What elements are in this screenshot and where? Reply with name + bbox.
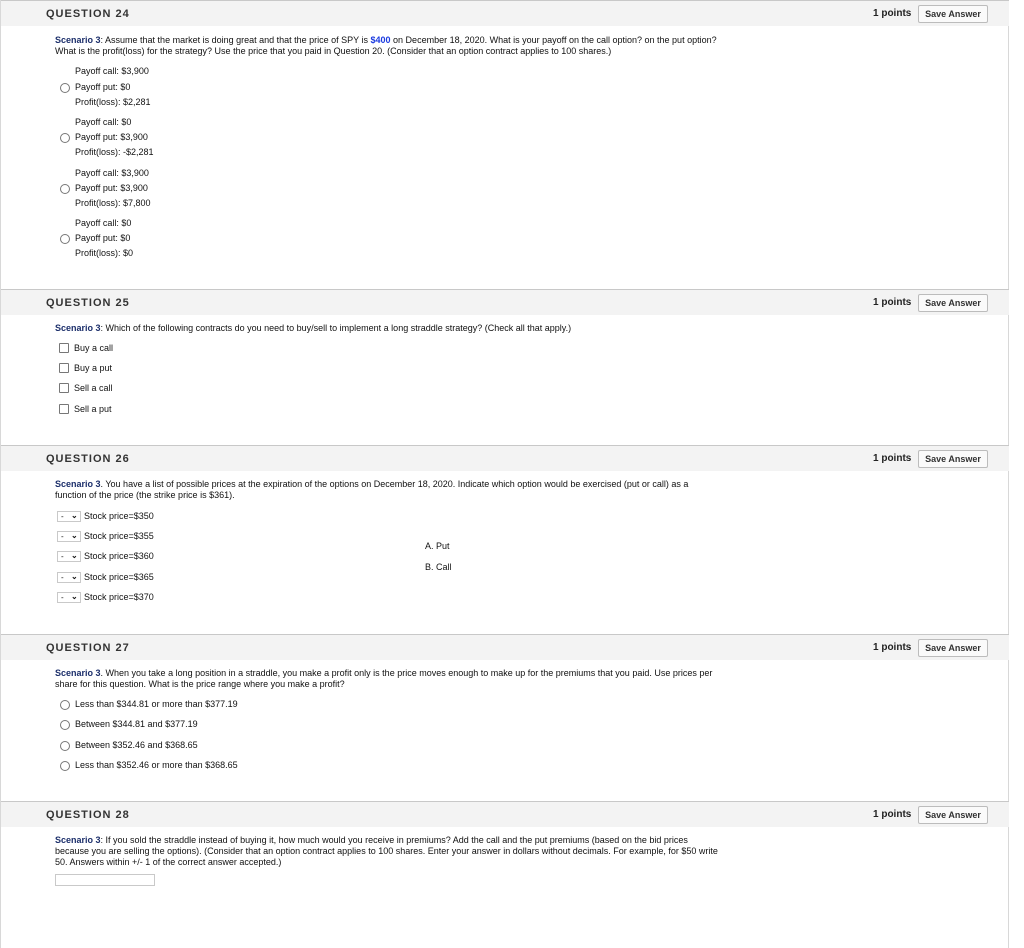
stock-price-label: Stock price=$360 — [84, 551, 154, 561]
checkbox-buy-put[interactable] — [59, 363, 69, 373]
save-answer-button[interactable]: Save Answer — [918, 450, 988, 468]
radio-button[interactable] — [60, 720, 70, 730]
question-24-header — [1, 0, 1009, 26]
match-select[interactable]: - ⌄ — [57, 511, 81, 522]
save-answer-button[interactable]: Save Answer — [918, 806, 988, 824]
radio-button[interactable] — [60, 133, 70, 143]
answer-option-call: B. Call — [425, 562, 452, 572]
radio-button[interactable] — [60, 700, 70, 710]
chevron-down-icon: ⌄ — [71, 572, 78, 581]
question-25-header — [1, 289, 1009, 315]
question-24-text: Scenario 3: Assume that the market is doing great and that the price of SPY is $400 on December 18, 2020. What is your payoff on the call option? on the put option? What is the profit(loss) for the strategy? Use the price that you paid in Question 20. (Consider that an option contract applies to 100 shares.) — [55, 35, 717, 56]
scenario-label: Scenario 3 — [55, 835, 101, 845]
question-26-text: Scenario 3. You have a list of possible prices at the expiration of the options on December 18, 2020. Indicate which option would be exercised (put or call) as a function of the price (the strike price is $361). — [55, 479, 689, 500]
radio-button[interactable] — [60, 184, 70, 194]
stock-price-label: Stock price=$370 — [84, 592, 154, 602]
option-label: Between $352.46 and $368.65 — [75, 740, 198, 750]
question-title: QUESTION 26 — [46, 453, 130, 465]
option-label: Buy a put — [74, 363, 113, 373]
save-answer-button[interactable]: Save Answer — [918, 639, 988, 657]
question-title: QUESTION 25 — [46, 297, 130, 309]
stock-price-label: Stock price=$350 — [84, 511, 154, 521]
chevron-down-icon: ⌄ — [71, 511, 78, 520]
question-title: QUESTION 27 — [46, 642, 130, 654]
answer-input[interactable] — [55, 874, 155, 886]
points-label: 1 points — [873, 8, 912, 19]
scenario-label: Scenario 3 — [55, 479, 101, 489]
question-27-text: Scenario 3. When you take a long position in a straddle, you make a profit only is the price moves enough to make up for the premiums that you paid. Use prices per share for this question. What is the price range where you make a profit? — [55, 668, 713, 689]
points-label: 1 points — [873, 297, 912, 308]
stock-price-label: Stock price=$355 — [84, 531, 154, 541]
answer-option-put: A. Put — [425, 541, 450, 551]
option-label: Between $344.81 and $377.19 — [75, 719, 198, 729]
chevron-down-icon: ⌄ — [71, 592, 78, 601]
question-title: QUESTION 24 — [46, 8, 130, 20]
option-label: Less than $352.46 or more than $368.65 — [75, 760, 238, 770]
save-answer-button[interactable]: Save Answer — [918, 5, 988, 23]
match-select[interactable]: - ⌄ — [57, 592, 81, 603]
save-answer-button[interactable]: Save Answer — [918, 294, 988, 312]
question-title: QUESTION 28 — [46, 809, 130, 821]
scenario-label: Scenario 3 — [55, 323, 101, 333]
checkbox-buy-call[interactable] — [59, 343, 69, 353]
match-select[interactable]: - ⌄ — [57, 551, 81, 562]
chevron-down-icon: ⌄ — [71, 531, 78, 540]
match-select[interactable]: - ⌄ — [57, 572, 81, 583]
checkbox-sell-put[interactable] — [59, 404, 69, 414]
question-26-header — [1, 445, 1009, 471]
chevron-down-icon: ⌄ — [71, 551, 78, 560]
checkbox-sell-call[interactable] — [59, 383, 69, 393]
radio-button[interactable] — [60, 234, 70, 244]
option-label: Less than $344.81 or more than $377.19 — [75, 699, 238, 709]
option-label: Sell a call — [74, 383, 113, 393]
question-25-text: Scenario 3: Which of the following contracts do you need to buy/sell to implement a long straddle strategy? (Check all that apply.) — [55, 323, 572, 333]
question-28-text: Scenario 3: If you sold the straddle instead of buying it, how much would you receive in premiums? Add the call and the put premiums (based on the bid prices because you are selling the options). (Consider that an option contract applies to 100 shares. Enter your answer in dollars without decimals. For example, for $50 write 50. Answers within +/- 1 of the correct answer accepted.) — [55, 835, 718, 867]
scenario-label: Scenario 3 — [55, 35, 101, 45]
question-27-header — [1, 634, 1009, 660]
radio-button[interactable] — [60, 83, 70, 93]
scenario-label: Scenario 3 — [55, 668, 101, 678]
points-label: 1 points — [873, 642, 912, 653]
option-label: Sell a put — [74, 404, 112, 414]
match-select[interactable]: - ⌄ — [57, 531, 81, 542]
price-highlight: $400 — [370, 35, 391, 45]
radio-button[interactable] — [60, 761, 70, 771]
points-label: 1 points — [873, 453, 912, 464]
option-label: Buy a call — [74, 343, 114, 353]
stock-price-label: Stock price=$365 — [84, 572, 154, 582]
points-label: 1 points — [873, 809, 912, 820]
radio-button[interactable] — [60, 741, 70, 751]
question-28-header — [1, 801, 1009, 827]
